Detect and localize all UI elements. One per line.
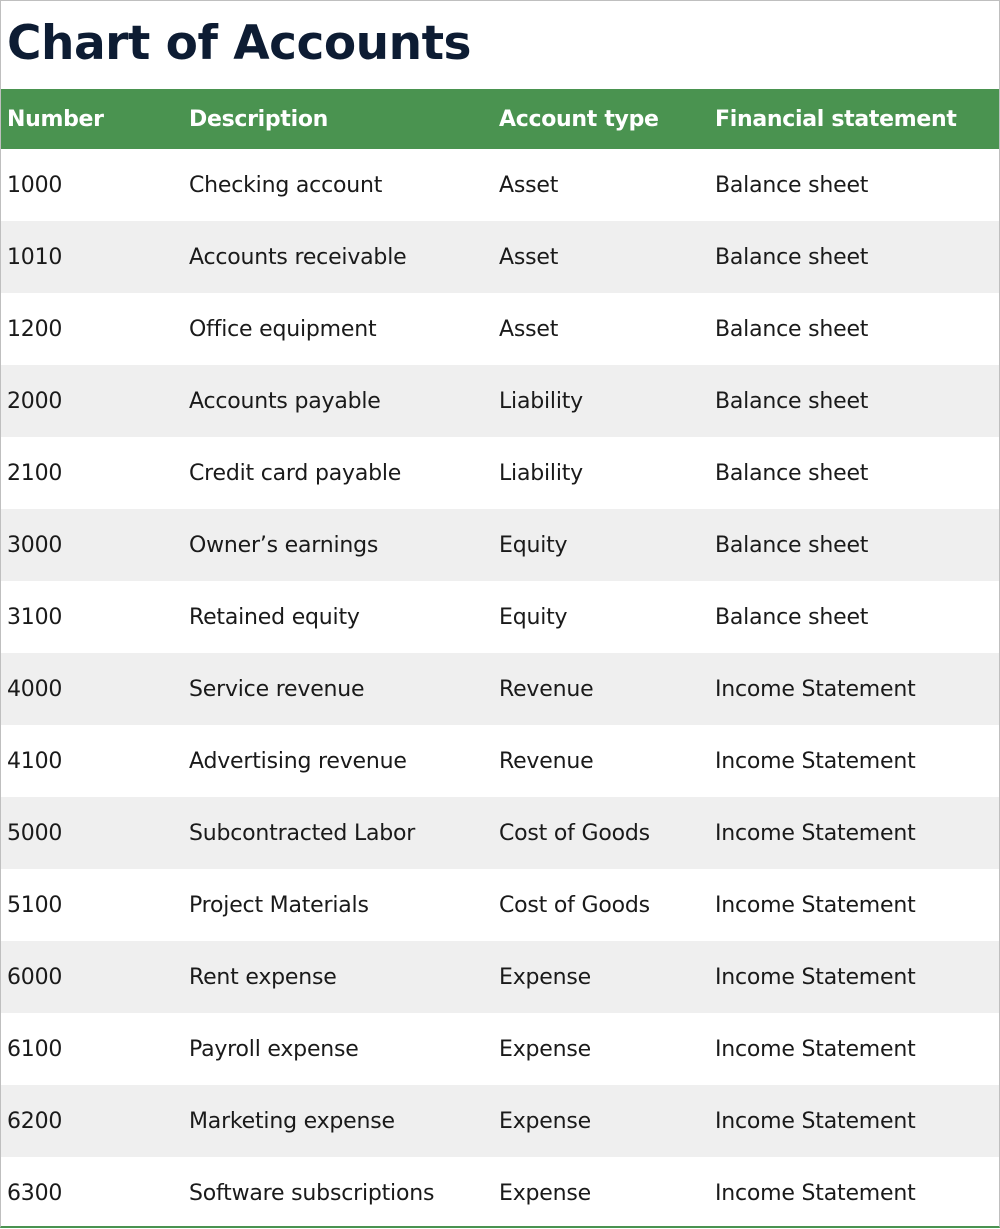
financial-statement-cell: Income Statement <box>715 964 916 990</box>
account-description-cell: Marketing expense <box>189 1108 395 1134</box>
column-header-number: Number <box>7 106 104 132</box>
account-number-cell: 4000 <box>7 676 63 702</box>
account-number-cell: 2100 <box>7 460 63 486</box>
account-number-cell: 1200 <box>7 316 63 342</box>
account-type-cell: Expense <box>499 1180 591 1206</box>
table-row <box>1 221 999 293</box>
account-type-cell: Revenue <box>499 676 594 702</box>
table-row <box>1 797 999 869</box>
accounts-table <box>1 89 999 1229</box>
financial-statement-cell: Income Statement <box>715 1036 916 1062</box>
account-type-cell: Expense <box>499 1108 591 1134</box>
financial-statement-cell: Income Statement <box>715 1180 916 1206</box>
table-row <box>1 149 999 221</box>
account-description-cell: Subcontracted Labor <box>189 820 416 846</box>
table-row <box>1 1157 999 1229</box>
account-number-cell: 1010 <box>7 244 63 270</box>
account-type-cell: Expense <box>499 1036 591 1062</box>
account-description-cell: Checking account <box>189 172 383 198</box>
financial-statement-cell: Balance sheet <box>715 172 869 198</box>
account-description-cell: Office equipment <box>189 316 377 342</box>
column-header-financial-statement: Financial statement <box>715 106 957 132</box>
account-description-cell: Project Materials <box>189 892 369 918</box>
table-row <box>1 581 999 653</box>
account-type-cell: Liability <box>499 388 583 414</box>
account-description-cell: Rent expense <box>189 964 337 990</box>
column-header-account-type: Account type <box>499 106 659 132</box>
table-row <box>1 1085 999 1157</box>
financial-statement-cell: Income Statement <box>715 748 916 774</box>
account-number-cell: 3100 <box>7 604 63 630</box>
table-row <box>1 365 999 437</box>
table-row <box>1 509 999 581</box>
financial-statement-cell: Income Statement <box>715 1108 916 1134</box>
account-type-cell: Cost of Goods <box>499 820 650 846</box>
account-number-cell: 3000 <box>7 532 63 558</box>
account-description-cell: Payroll expense <box>189 1036 359 1062</box>
account-number-cell: 2000 <box>7 388 63 414</box>
table-row <box>1 293 999 365</box>
financial-statement-cell: Balance sheet <box>715 460 869 486</box>
account-description-cell: Accounts payable <box>189 388 381 414</box>
table-row <box>1 653 999 725</box>
table-row <box>1 725 999 797</box>
account-type-cell: Revenue <box>499 748 594 774</box>
account-description-cell: Accounts receivable <box>189 244 407 270</box>
column-header-description: Description <box>189 106 328 132</box>
table-row <box>1 1013 999 1085</box>
account-description-cell: Owner’s earnings <box>189 532 379 558</box>
account-type-cell: Asset <box>499 244 559 270</box>
financial-statement-cell: Balance sheet <box>715 316 869 342</box>
account-type-cell: Expense <box>499 964 591 990</box>
account-number-cell: 1000 <box>7 172 63 198</box>
account-number-cell: 6100 <box>7 1036 63 1062</box>
page-title: Chart of Accounts <box>7 16 472 71</box>
financial-statement-cell: Balance sheet <box>715 388 869 414</box>
account-number-cell: 6300 <box>7 1180 63 1206</box>
account-type-cell: Cost of Goods <box>499 892 650 918</box>
table-row <box>1 437 999 509</box>
account-description-cell: Retained equity <box>189 604 360 630</box>
account-description-cell: Software subscriptions <box>189 1180 435 1206</box>
financial-statement-cell: Income Statement <box>715 820 916 846</box>
table-row <box>1 869 999 941</box>
account-number-cell: 6200 <box>7 1108 63 1134</box>
financial-statement-cell: Balance sheet <box>715 604 869 630</box>
account-number-cell: 5100 <box>7 892 63 918</box>
account-type-cell: Equity <box>499 532 568 558</box>
account-number-cell: 5000 <box>7 820 63 846</box>
account-description-cell: Service revenue <box>189 676 365 702</box>
financial-statement-cell: Income Statement <box>715 676 916 702</box>
account-type-cell: Asset <box>499 316 559 342</box>
financial-statement-cell: Income Statement <box>715 892 916 918</box>
table-header-row <box>1 89 999 149</box>
account-description-cell: Credit card payable <box>189 460 402 486</box>
table-row <box>1 941 999 1013</box>
account-type-cell: Equity <box>499 604 568 630</box>
financial-statement-cell: Balance sheet <box>715 532 869 558</box>
account-number-cell: 4100 <box>7 748 63 774</box>
account-type-cell: Liability <box>499 460 583 486</box>
account-number-cell: 6000 <box>7 964 63 990</box>
financial-statement-cell: Balance sheet <box>715 244 869 270</box>
account-type-cell: Asset <box>499 172 559 198</box>
account-description-cell: Advertising revenue <box>189 748 407 774</box>
